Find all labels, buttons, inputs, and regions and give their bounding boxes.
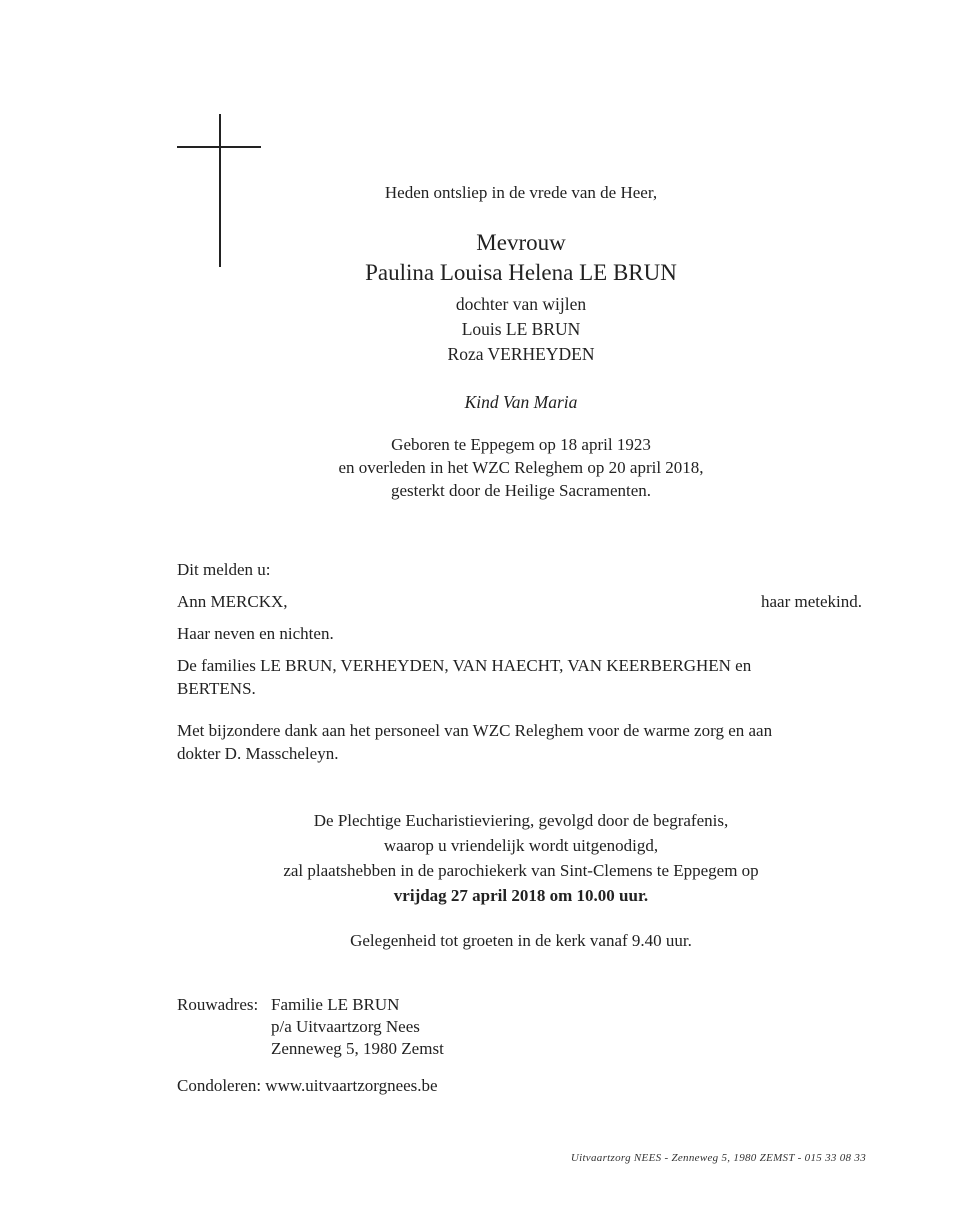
condolence-website-link[interactable]: www.uitvaartzorgnees.be <box>265 1076 438 1095</box>
announcement-text: Dit melden u: <box>177 560 271 579</box>
cross-horizontal-bar <box>177 146 261 148</box>
service-date: vrijdag 27 april 2018 om 10.00 uur. <box>393 886 649 905</box>
parents-relation: dochter van wijlen <box>455 294 587 314</box>
relative-name: Ann MERCKX, <box>177 592 288 611</box>
service-line: waarop u vriendelijk wordt uitgenodigd, <box>383 836 659 855</box>
death-line: en overleden in het WZC Releghem op 20 april 2018, <box>338 458 704 477</box>
birth-death-block <box>270 433 772 502</box>
intro-text: Heden ontsliep in de vrede van de Heer, <box>384 183 658 202</box>
service-line: zal plaatshebben in de parochiekerk van Sint-Clemens te Eppegem op <box>283 861 759 880</box>
service-block <box>270 808 772 908</box>
deceased-title: Mevrouw <box>476 230 566 255</box>
cross-vertical-bar <box>219 114 221 267</box>
address-label: Rouwadres: <box>177 995 259 1014</box>
parents-block <box>270 292 772 367</box>
sodality-text: Kind Van Maria <box>464 392 578 412</box>
deceased-name-block <box>270 228 772 288</box>
address-lines <box>271 994 444 1060</box>
service-line: De Plechtige Eucharistieviering, gevolgd door de begrafenis, <box>313 811 729 830</box>
nephews-text: Haar neven en nichten. <box>177 624 334 643</box>
visiting-text: Gelegenheid tot groeten in de kerk vanaf 9.40 uur. <box>350 931 692 950</box>
birth-line: Geboren te Eppegem op 18 april 1923 <box>391 435 651 454</box>
address-line: Zenneweg 5, 1980 Zemst <box>271 1039 444 1058</box>
condolence-line <box>177 1075 438 1097</box>
address-line: Familie LE BRUN <box>271 995 400 1014</box>
footer-text: Uitvaartzorg NEES - Zenneweg 5, 1980 ZEMST - 015 33 08 33 <box>570 1152 866 1164</box>
families-text: De families LE BRUN, VERHEYDEN, VAN HAECHT, VAN KEERBERGHEN en BERTENS. <box>177 656 752 698</box>
father-name: Louis LE BRUN <box>461 319 581 339</box>
mother-name: Roza VERHEYDEN <box>447 344 595 364</box>
relative-relation: haar metekind. <box>760 592 862 611</box>
condolence-label: Condoleren: <box>177 1076 262 1095</box>
deceased-full-name: Paulina Louisa Helena LE BRUN <box>365 260 677 285</box>
thanks-text: Met bijzondere dank aan het personeel van WZC Releghem voor de warme zorg en aan dokter D. Masscheleyn. <box>177 721 773 763</box>
address-line: p/a Uitvaartzorg Nees <box>271 1017 420 1036</box>
sacraments-line: gesterkt door de Heilige Sacramenten. <box>390 481 652 500</box>
